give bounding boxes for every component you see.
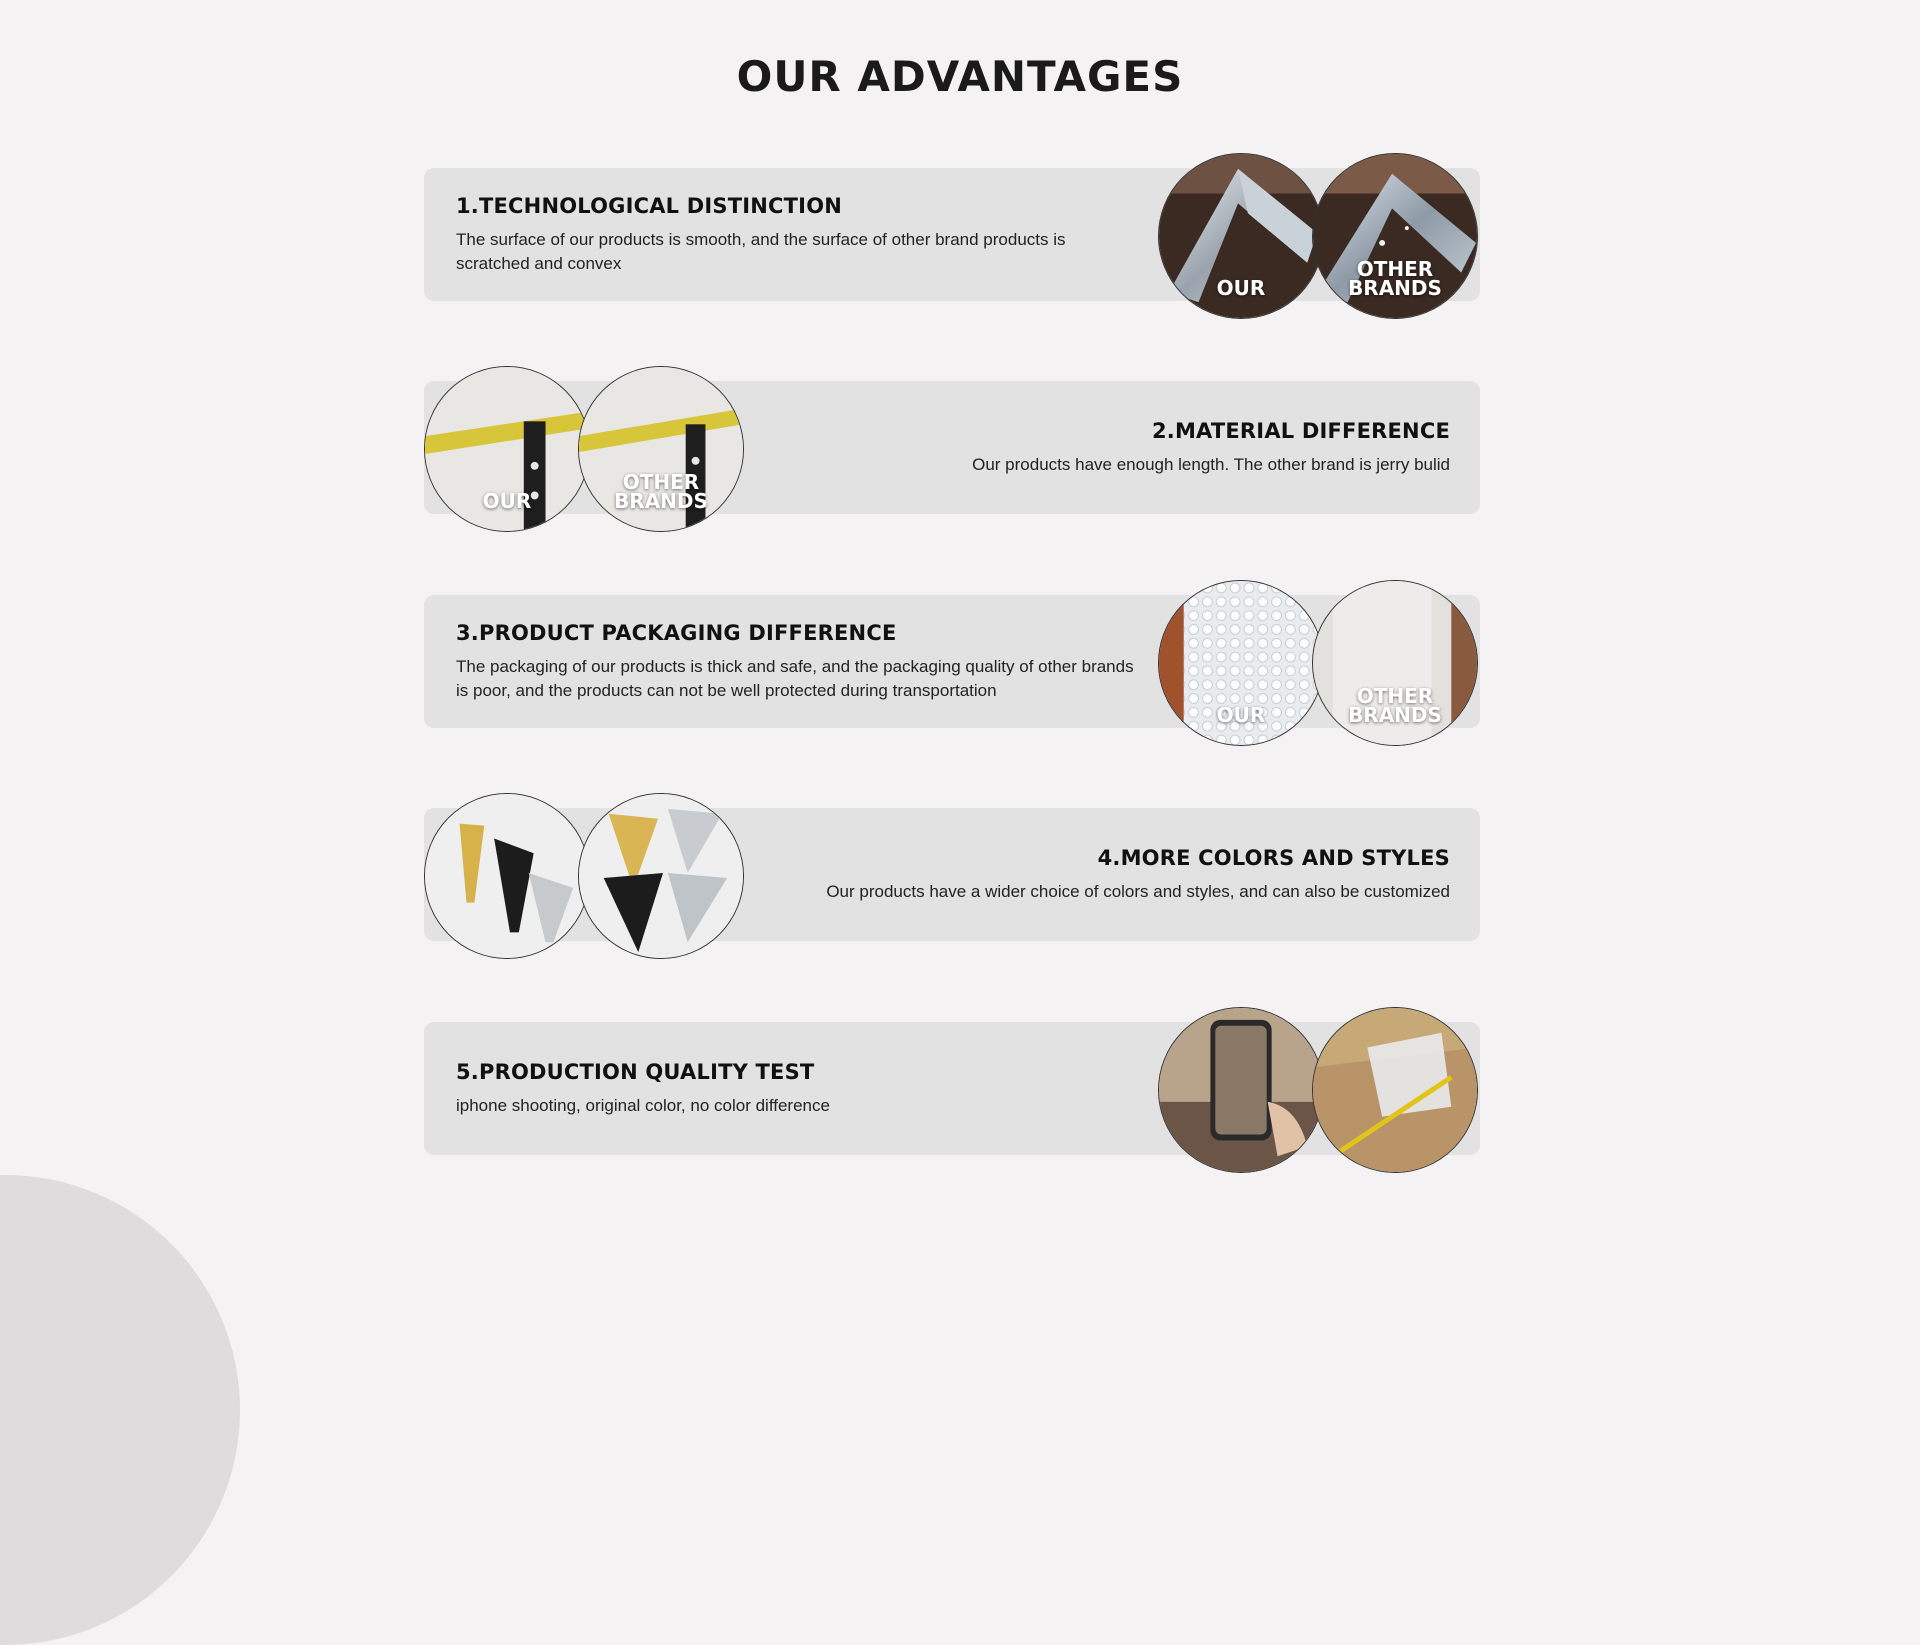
other-brands-photo	[578, 366, 744, 532]
decorative-arc	[0, 1175, 240, 1645]
quality-test-photo-2	[1312, 1007, 1478, 1173]
photo-label-our: OUR	[482, 489, 532, 513]
advantage-description: Our products have a wider choice of colors and styles, and can also be customized	[826, 881, 1450, 901]
photo-label-other-brands: OTHER BRANDS	[614, 470, 708, 513]
advantage-heading: 4.MORE COLORS AND STYLES	[1097, 845, 1450, 870]
advantage-heading: 3.PRODUCT PACKAGING DIFFERENCE	[456, 620, 897, 645]
other-brands-photo	[1312, 580, 1478, 746]
comparison-images	[424, 793, 746, 963]
advantage-row-3	[424, 580, 1480, 750]
our-product-photo	[424, 366, 590, 532]
advantage-description: iphone shooting, original color, no color difference	[456, 1095, 830, 1115]
advantage-text	[730, 381, 1450, 514]
our-product-photo	[1158, 153, 1324, 319]
photo-label-our: OUR	[1216, 276, 1266, 300]
color-styles-photo-1	[424, 793, 590, 959]
advantage-row-1	[424, 153, 1480, 323]
advantage-row-5	[424, 1007, 1480, 1177]
our-product-photo	[1158, 580, 1324, 746]
comparison-images	[1158, 580, 1480, 750]
advantage-description: The packaging of our products is thick and safe, and the packaging quality of other brands is poor, and the products can not be well protected during transportation	[456, 656, 1134, 700]
photo-label-our: OUR	[1216, 703, 1266, 727]
advantage-description: The surface of our products is smooth, and the surface of other brand products is scratched and convex	[456, 229, 1066, 273]
advantage-heading: 2.MATERIAL DIFFERENCE	[1151, 418, 1450, 443]
comparison-images	[1158, 1007, 1480, 1177]
page-title: OUR ADVANTAGES	[736, 52, 1184, 101]
photo-label-other-brands: OTHER BRANDS	[1348, 684, 1442, 727]
comparison-images	[424, 366, 746, 536]
quality-test-photo-1	[1158, 1007, 1324, 1173]
color-styles-photo-2	[578, 793, 744, 959]
photo-label-other-brands: OTHER BRANDS	[1348, 257, 1442, 300]
advantage-text	[456, 595, 1176, 728]
advantage-row-2	[424, 366, 1480, 536]
advantage-text	[456, 168, 1176, 301]
advantage-text	[730, 808, 1450, 941]
advantage-heading: 1.TECHNOLOGICAL DISTINCTION	[456, 193, 843, 218]
advantage-text	[456, 1022, 1176, 1155]
advantage-heading: 5.PRODUCTION QUALITY TEST	[456, 1059, 815, 1084]
advantage-row-4	[424, 793, 1480, 963]
advantage-description: Our products have enough length. The other brand is jerry bulid	[972, 454, 1450, 474]
other-brands-photo	[1312, 153, 1478, 319]
comparison-images	[1158, 153, 1480, 323]
